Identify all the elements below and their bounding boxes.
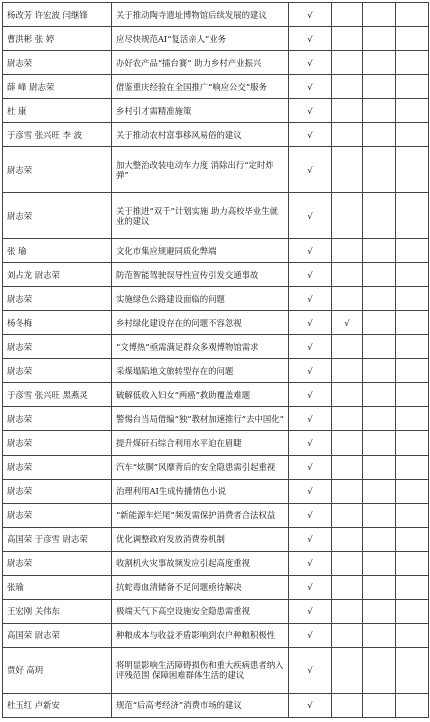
check-mark-cell: √	[289, 431, 332, 455]
empty-cell	[396, 263, 429, 287]
check-mark-cell: √	[332, 311, 363, 335]
empty-cell	[396, 311, 429, 335]
proposal-title-cell: 实施绿色公路建设面临的问题	[112, 287, 289, 311]
empty-cell	[396, 479, 429, 503]
check-mark-cell: √	[289, 407, 332, 431]
empty-cell	[363, 263, 396, 287]
empty-cell	[332, 359, 363, 383]
table-row	[3, 239, 429, 263]
empty-cell	[332, 575, 363, 599]
proposal-title-cell: 优化调整政府发放消费券机制	[112, 527, 289, 551]
proposal-title-cell: 应尽快规范AI“复活亲人”业务	[112, 27, 289, 51]
proposal-table	[2, 2, 429, 718]
table-row	[3, 123, 429, 147]
empty-cell	[396, 407, 429, 431]
empty-cell	[332, 335, 363, 359]
table-row	[3, 193, 429, 239]
empty-cell	[332, 383, 363, 407]
empty-cell	[332, 287, 363, 311]
table-row	[3, 99, 429, 123]
check-mark-cell: √	[289, 311, 332, 335]
empty-cell	[332, 503, 363, 527]
empty-cell	[396, 359, 429, 383]
empty-cell	[332, 479, 363, 503]
check-mark-cell: √	[289, 599, 332, 623]
author-names-cell: 尉志荣	[3, 359, 112, 383]
table-row	[3, 431, 429, 455]
empty-cell	[396, 27, 429, 51]
author-names-cell: 于彦雪 张兴旺 李 波	[3, 123, 112, 147]
empty-cell	[363, 503, 396, 527]
empty-cell	[363, 75, 396, 99]
proposal-title-cell: 警惕台当局借编“独”教材加速推行“去中国化”	[112, 407, 289, 431]
author-names-cell: 尉志荣	[3, 503, 112, 527]
check-mark-cell: √	[289, 193, 332, 239]
table-row	[3, 623, 429, 647]
proposal-title-cell: 种粮成本与收益矛盾影响到农户种粮积极性	[112, 623, 289, 647]
table-row	[3, 455, 429, 479]
check-mark-cell: √	[289, 75, 332, 99]
empty-cell	[332, 599, 363, 623]
table-row	[3, 575, 429, 599]
proposal-title-cell: 极端天气下高空设施安全隐患需重视	[112, 599, 289, 623]
author-names-cell: 杜 康	[3, 99, 112, 123]
empty-cell	[332, 193, 363, 239]
empty-cell	[363, 287, 396, 311]
author-names-cell: 尉志荣	[3, 147, 112, 193]
proposal-title-cell: 将明显影响生活障碍损伤和重大疾病患者纳入评残范围 保障困难群体生活的建议	[112, 647, 289, 693]
empty-cell	[396, 599, 429, 623]
author-names-cell: 于彦雪 张兴旺 黑燕灵	[3, 383, 112, 407]
empty-cell	[332, 51, 363, 75]
author-names-cell: 杜玉红 卢新安	[3, 693, 112, 717]
empty-cell	[363, 51, 396, 75]
check-mark-cell: √	[289, 51, 332, 75]
table-row	[3, 527, 429, 551]
proposal-title-cell: 乡村引才需精准施策	[112, 99, 289, 123]
empty-cell	[396, 383, 429, 407]
empty-cell	[396, 551, 429, 575]
check-mark-cell: √	[289, 527, 332, 551]
empty-cell	[332, 527, 363, 551]
author-names-cell: 尉志荣	[3, 193, 112, 239]
empty-cell	[396, 647, 429, 693]
author-names-cell: 尉志荣	[3, 551, 112, 575]
author-names-cell: 杨冬梅	[3, 311, 112, 335]
empty-cell	[363, 693, 396, 717]
empty-cell	[396, 99, 429, 123]
empty-cell	[363, 407, 396, 431]
check-mark-cell: √	[289, 263, 332, 287]
proposal-title-cell: “文博热”亟需满足群众多观博物馆需求	[112, 335, 289, 359]
check-mark-cell: √	[289, 99, 332, 123]
check-mark-cell: √	[289, 3, 332, 27]
proposal-title-cell: 防范智能驾驶误导性宣传引发交通事故	[112, 263, 289, 287]
empty-cell	[396, 431, 429, 455]
empty-cell	[396, 335, 429, 359]
empty-cell	[332, 263, 363, 287]
author-names-cell: 尉志荣	[3, 479, 112, 503]
check-mark-cell: √	[289, 383, 332, 407]
author-names-cell: 尉志荣	[3, 287, 112, 311]
check-mark-cell: √	[289, 503, 332, 527]
author-names-cell: 张瑜	[3, 575, 112, 599]
empty-cell	[332, 455, 363, 479]
table-row	[3, 3, 429, 27]
empty-cell	[396, 193, 429, 239]
empty-cell	[363, 479, 396, 503]
check-mark-cell: √	[289, 27, 332, 51]
table-row	[3, 311, 429, 335]
proposal-title-cell: 乡村绿化建设存在的问题不容忽视	[112, 311, 289, 335]
table-row	[3, 503, 429, 527]
empty-cell	[396, 575, 429, 599]
proposal-title-cell: 关于推进“双千”计划实施 助力高校毕业生就业的建议	[112, 193, 289, 239]
empty-cell	[332, 693, 363, 717]
table-row	[3, 51, 429, 75]
empty-cell	[363, 383, 396, 407]
author-names-cell: 王宏刚 关伟东	[3, 599, 112, 623]
empty-cell	[396, 693, 429, 717]
proposal-title-cell: 汽车“炫胴”风靡背后的安全隐患需引起重视	[112, 455, 289, 479]
empty-cell	[332, 3, 363, 27]
table-row	[3, 359, 429, 383]
check-mark-cell: √	[289, 551, 332, 575]
table-row	[3, 263, 429, 287]
table-row	[3, 75, 429, 99]
empty-cell	[396, 527, 429, 551]
author-names-cell: 尉志荣	[3, 407, 112, 431]
proposal-title-cell: 借鉴重庆经验在全国推广“响应公交”服务	[112, 75, 289, 99]
empty-cell	[396, 123, 429, 147]
empty-cell	[363, 527, 396, 551]
empty-cell	[332, 431, 363, 455]
proposal-title-cell: 文化市集应规避同质化弊端	[112, 239, 289, 263]
author-names-cell: 杨改芳 许宏波 闫继锋	[3, 3, 112, 27]
check-mark-cell: √	[289, 359, 332, 383]
check-mark-cell: √	[289, 147, 332, 193]
table-row	[3, 147, 429, 193]
author-names-cell: 尉志荣	[3, 335, 112, 359]
proposal-title-cell: 关于推动农村富事移风易俗的建议	[112, 123, 289, 147]
empty-cell	[363, 311, 396, 335]
empty-cell	[363, 575, 396, 599]
empty-cell	[363, 623, 396, 647]
check-mark-cell: √	[289, 455, 332, 479]
author-names-cell: 薛 峰 尉志荣	[3, 75, 112, 99]
table-row	[3, 693, 429, 717]
empty-cell	[363, 147, 396, 193]
author-names-cell: 刘占龙 尉志荣	[3, 263, 112, 287]
empty-cell	[363, 193, 396, 239]
empty-cell	[363, 123, 396, 147]
proposal-title-cell: 提升煤矸石综合利用水平迫在眉睫	[112, 431, 289, 455]
check-mark-cell: √	[289, 239, 332, 263]
empty-cell	[363, 27, 396, 51]
empty-cell	[363, 335, 396, 359]
empty-cell	[332, 623, 363, 647]
empty-cell	[363, 431, 396, 455]
proposal-title-cell: 规范“后高考经济”消费市场的建议	[112, 693, 289, 717]
empty-cell	[363, 239, 396, 263]
empty-cell	[396, 623, 429, 647]
check-mark-cell: √	[289, 335, 332, 359]
author-names-cell: 尉志荣	[3, 431, 112, 455]
proposal-title-cell: 加大整治改装电动车力度 消除出行“定时炸弹”	[112, 147, 289, 193]
author-names-cell: 曹洪彬 张 婷	[3, 27, 112, 51]
empty-cell	[396, 3, 429, 27]
author-names-cell: 贾好 高玥	[3, 647, 112, 693]
proposal-title-cell: 采煤塌陷地文旅转型存在的问题	[112, 359, 289, 383]
proposal-title-cell: “新能源车烂尾”频发需保护消费者合法权益	[112, 503, 289, 527]
table-row	[3, 551, 429, 575]
empty-cell	[332, 27, 363, 51]
proposal-title-cell: 关于推动陶寺遗址博物馆后续发展的建议	[112, 3, 289, 27]
empty-cell	[396, 147, 429, 193]
empty-cell	[396, 287, 429, 311]
table-row	[3, 383, 429, 407]
empty-cell	[332, 239, 363, 263]
author-names-cell: 高国荣 于彦雪 尉志荣	[3, 527, 112, 551]
empty-cell	[363, 99, 396, 123]
empty-cell	[396, 51, 429, 75]
empty-cell	[363, 455, 396, 479]
check-mark-cell: √	[289, 575, 332, 599]
table-row	[3, 27, 429, 51]
table-row	[3, 599, 429, 623]
table-row	[3, 479, 429, 503]
check-mark-cell: √	[289, 647, 332, 693]
proposal-title-cell: 办好农产品“擂台赛” 助力乡村产业振兴	[112, 51, 289, 75]
table-row	[3, 335, 429, 359]
check-mark-cell: √	[289, 287, 332, 311]
proposal-title-cell: 收割机火灾事故频发应引起高度重视	[112, 551, 289, 575]
empty-cell	[396, 239, 429, 263]
check-mark-cell: √	[289, 693, 332, 717]
empty-cell	[332, 75, 363, 99]
check-mark-cell: √	[289, 623, 332, 647]
empty-cell	[396, 503, 429, 527]
check-mark-cell: √	[289, 123, 332, 147]
table-row	[3, 407, 429, 431]
empty-cell	[332, 407, 363, 431]
table-row	[3, 287, 429, 311]
empty-cell	[396, 75, 429, 99]
empty-cell	[332, 99, 363, 123]
empty-cell	[396, 455, 429, 479]
empty-cell	[332, 647, 363, 693]
empty-cell	[363, 551, 396, 575]
proposal-title-cell: 抗蛇毒血清储备不足问题亟待解决	[112, 575, 289, 599]
author-names-cell: 尉志荣	[3, 455, 112, 479]
empty-cell	[363, 647, 396, 693]
author-names-cell: 张 瑜	[3, 239, 112, 263]
empty-cell	[332, 147, 363, 193]
empty-cell	[332, 123, 363, 147]
empty-cell	[363, 359, 396, 383]
empty-cell	[332, 551, 363, 575]
proposal-table-body	[3, 3, 429, 718]
author-names-cell: 高国荣 尉志荣	[3, 623, 112, 647]
proposal-title-cell: 治理利用AI生成传播情色小说	[112, 479, 289, 503]
empty-cell	[363, 3, 396, 27]
empty-cell	[363, 599, 396, 623]
author-names-cell: 尉志荣	[3, 51, 112, 75]
check-mark-cell: √	[289, 479, 332, 503]
table-row	[3, 647, 429, 693]
proposal-title-cell: 破解低收入妇女“两癌”救助覆盖难题	[112, 383, 289, 407]
